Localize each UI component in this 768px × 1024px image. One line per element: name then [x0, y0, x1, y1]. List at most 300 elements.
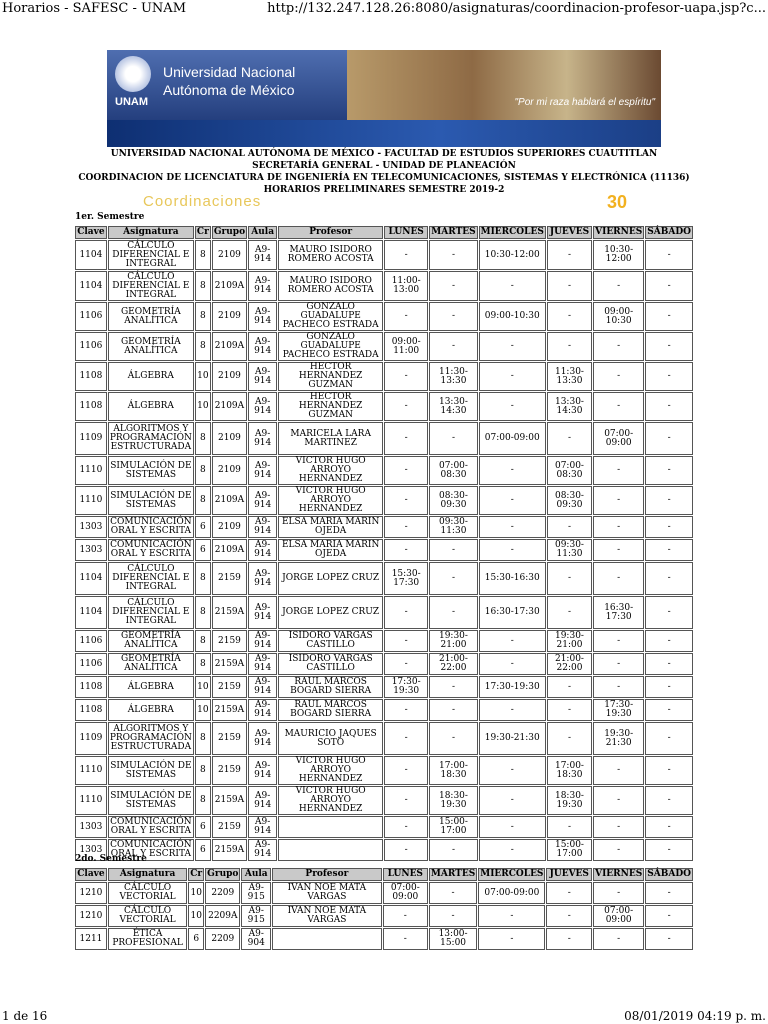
- cell-viernes: -: [593, 539, 644, 561]
- column-header-sabado: SÁBADO: [645, 226, 693, 239]
- cell-miercoles: 07:00-09:00: [479, 422, 546, 455]
- cell-profesor: RAUL MARCOS BOGARD SIERRA: [278, 699, 383, 721]
- column-header-lunes: LUNES: [384, 226, 428, 239]
- cell-lunes: -: [384, 839, 428, 861]
- cell-miercoles: -: [478, 928, 545, 950]
- cell-grupo: 2109A: [212, 392, 247, 421]
- cell-clave: 1110: [75, 786, 107, 815]
- cell-asignatura: GEOMETRÍA ANALÍTICA: [108, 630, 194, 652]
- banner-photo: [347, 50, 661, 120]
- cell-sabado: -: [645, 486, 693, 515]
- cell-aula: A9-914: [248, 302, 277, 331]
- cell-miercoles: -: [479, 653, 546, 675]
- anniversary-logo-icon: 30: [606, 192, 627, 212]
- cell-jueves: 18:30-19:30: [547, 786, 592, 815]
- cell-sabado: -: [645, 928, 693, 950]
- cell-aula: A9-914: [248, 562, 277, 595]
- cell-asignatura: COMUNICACIÓN ORAL Y ESCRITA: [108, 516, 194, 538]
- cell-clave: 1110: [75, 456, 107, 485]
- cell-lunes: 07:00-09:00: [383, 882, 428, 904]
- cell-martes: -: [429, 271, 477, 301]
- cell-martes: 13:00-15:00: [429, 928, 477, 950]
- cell-jueves: -: [547, 240, 592, 270]
- table-row: [75, 539, 693, 561]
- cell-sabado: -: [645, 302, 693, 331]
- cell-asignatura: ÁLGEBRA: [108, 362, 194, 391]
- cell-martes: 09:30-11:30: [429, 516, 477, 538]
- cell-viernes: -: [593, 562, 644, 595]
- cell-profesor: ELSA MARIA MARIN OJEDA: [278, 539, 383, 561]
- cell-grupo: 2109: [212, 456, 247, 485]
- cell-lunes: -: [383, 928, 428, 950]
- cell-clave: 1108: [75, 362, 107, 391]
- cell-miercoles: -: [479, 786, 546, 815]
- semester-label: 1er. Semestre: [75, 212, 145, 222]
- cell-grupo: 2209A: [205, 905, 240, 927]
- column-header-asignatura: Asignatura: [108, 868, 187, 881]
- cell-profesor: GONZALO GUADALUPE PACHECO ESTRADA: [278, 302, 383, 331]
- cell-clave: 1104: [75, 562, 107, 595]
- page-url[interactable]: http://132.247.128.26:8080/asignaturas/coordinacion-profesor-uapa.jsp?c...: [267, 1, 766, 16]
- cell-miercoles: -: [479, 332, 546, 361]
- cell-jueves: 11:30-13:30: [547, 362, 592, 391]
- cell-grupo: 2109: [212, 302, 247, 331]
- schedule-table: [74, 225, 694, 862]
- cell-viernes: -: [593, 756, 644, 785]
- cell-sabado: -: [645, 271, 693, 301]
- table-row: [75, 756, 693, 785]
- column-header-profesor: Profesor: [278, 226, 383, 239]
- cell-profesor: HECTOR HERNANDEZ GUZMAN: [278, 392, 383, 421]
- cell-clave: 1303: [75, 839, 107, 861]
- cell-lunes: 11:00-13:00: [384, 271, 428, 301]
- table-row: [75, 516, 693, 538]
- column-header-martes: MARTES: [430, 869, 476, 879]
- cell-profesor: ISIDORO VARGAS CASTILLO: [278, 653, 383, 675]
- cell-profesor: VICTOR HUGO ARROYO HERNANDEZ: [278, 456, 383, 485]
- table-row: [75, 816, 693, 838]
- cell-viernes: 07:00-09:00: [593, 905, 644, 927]
- table-row: [75, 240, 693, 270]
- table-row: [75, 839, 693, 861]
- column-header-aula: Aula: [241, 868, 271, 881]
- cell-cr: 8: [195, 302, 211, 331]
- cell-lunes: -: [384, 786, 428, 815]
- cell-profesor: RAUL MARCOS BOGARD SIERRA: [278, 676, 383, 698]
- table-row: [75, 422, 693, 455]
- column-header-lunes: LUNES: [383, 868, 428, 881]
- cell-clave: 1303: [75, 516, 107, 538]
- cell-jueves: -: [547, 722, 592, 755]
- cell-sabado: -: [645, 756, 693, 785]
- cell-profesor: [272, 928, 382, 950]
- cell-miercoles: -: [479, 816, 546, 838]
- column-header-sabado: SÁBADO: [645, 868, 693, 881]
- heading-line1: UNIVERSIDAD NACIONAL AUTÓNOMA DE MÉXICO - FACULTAD DE ESTUDIOS SUPERIORES CUAUTITLAN: [110, 149, 658, 159]
- cell-miercoles: -: [479, 699, 546, 721]
- cell-martes: -: [429, 839, 477, 861]
- cell-viernes: -: [593, 362, 644, 391]
- cell-asignatura: ÁLGEBRA: [108, 392, 194, 421]
- cell-aula: A9-914: [248, 699, 277, 721]
- cell-asignatura: SIMULACIÓN DE SISTEMAS: [108, 786, 194, 815]
- cell-martes: -: [429, 332, 477, 361]
- cell-cr: 6: [195, 839, 211, 861]
- column-header-cr: Cr: [196, 227, 209, 237]
- cell-sabado: -: [645, 786, 693, 815]
- cell-cr: 8: [195, 630, 211, 652]
- column-header-grupo: Grupo: [207, 869, 239, 879]
- cell-martes: -: [429, 539, 477, 561]
- cell-asignatura: GEOMETRÍA ANALÍTICA: [108, 302, 194, 331]
- cell-martes: -: [429, 302, 477, 331]
- cell-grupo: 2159: [212, 722, 247, 755]
- print-datetime: 08/01/2019 04:19 p. m.: [624, 1009, 766, 1023]
- cell-jueves: -: [547, 596, 592, 629]
- cell-viernes: -: [593, 332, 644, 361]
- heading-line4: HORARIOS PRELIMINARES SEMESTRE 2019-2: [263, 185, 505, 195]
- cell-grupo: 2109A: [212, 539, 247, 561]
- cell-viernes: -: [593, 630, 644, 652]
- cell-jueves: -: [547, 676, 592, 698]
- cell-jueves: -: [547, 422, 592, 455]
- cell-martes: -: [429, 562, 477, 595]
- cell-clave: 1303: [75, 816, 107, 838]
- cell-aula: A9-914: [248, 676, 277, 698]
- cell-asignatura: ÉTICA PROFESIONAL: [108, 928, 187, 950]
- table-row: [75, 699, 693, 721]
- cell-asignatura: COMUNICACIÓN ORAL Y ESCRITA: [108, 839, 194, 861]
- cell-grupo: 2159: [212, 756, 247, 785]
- cell-profesor: IVAN NOE MATA VARGAS: [272, 882, 382, 904]
- cell-cr: 10: [195, 362, 211, 391]
- cell-sabado: -: [645, 332, 693, 361]
- cell-miercoles: -: [479, 756, 546, 785]
- cell-cr: 10: [195, 392, 211, 421]
- cell-sabado: -: [645, 596, 693, 629]
- cell-aula: A9-914: [248, 596, 277, 629]
- cell-lunes: -: [384, 630, 428, 652]
- cell-sabado: -: [645, 905, 693, 927]
- cell-martes: -: [429, 240, 477, 270]
- cell-clave: 1104: [75, 596, 107, 629]
- column-header-viernes: VIERNES: [595, 227, 643, 237]
- heading-line3: COORDINACION DE LICENCIATURA DE INGENIERÍA EN TELECOMUNICACIONES, SISTEMAS Y ELECTRÓNICA (11136): [78, 173, 690, 183]
- cell-miercoles: -: [479, 271, 546, 301]
- cell-asignatura: SIMULACIÓN DE SISTEMAS: [108, 456, 194, 485]
- cell-profesor: IVAN NOE MATA VARGAS: [272, 905, 382, 927]
- cell-profesor: JORGE LOPEZ CRUZ: [278, 562, 383, 595]
- cell-miercoles: 17:30-19:30: [479, 676, 546, 698]
- cell-grupo: 2159: [212, 562, 247, 595]
- cell-viernes: -: [593, 928, 644, 950]
- cell-cr: 8: [195, 456, 211, 485]
- cell-aula: A9-914: [248, 539, 277, 561]
- cell-cr: 8: [195, 722, 211, 755]
- page-count: 1 de 16: [2, 1009, 48, 1023]
- cell-asignatura: COMUNICACIÓN ORAL Y ESCRITA: [108, 816, 194, 838]
- cell-sabado: -: [645, 456, 693, 485]
- cell-martes: -: [429, 596, 477, 629]
- table-row: [75, 302, 693, 331]
- column-header-profesor: Profesor: [272, 868, 382, 881]
- cell-grupo: 2109: [212, 240, 247, 270]
- table-row: [75, 882, 693, 904]
- cell-grupo: 2159A: [212, 596, 247, 629]
- page-title: Horarios - SAFESC - UNAM: [2, 1, 186, 16]
- cell-sabado: -: [645, 539, 693, 561]
- cell-viernes: 10:30-12:00: [593, 240, 644, 270]
- cell-jueves: 09:30-11:30: [547, 539, 592, 561]
- cell-clave: 1108: [75, 392, 107, 421]
- cell-cr: 8: [195, 596, 211, 629]
- cell-martes: -: [429, 676, 477, 698]
- cell-lunes: -: [384, 516, 428, 538]
- cell-profesor: [278, 839, 383, 861]
- cell-grupo: 2159A: [212, 699, 247, 721]
- column-header-miercoles: MIERCOLES: [480, 869, 544, 879]
- cell-viernes: -: [593, 786, 644, 815]
- cell-lunes: -: [384, 596, 428, 629]
- cell-asignatura: SIMULACIÓN DE SISTEMAS: [108, 756, 194, 785]
- cell-aula: A9-914: [248, 816, 277, 838]
- cell-clave: 1106: [75, 630, 107, 652]
- cell-sabado: -: [645, 722, 693, 755]
- cell-viernes: -: [593, 882, 644, 904]
- cell-aula: A9-914: [248, 392, 277, 421]
- cell-martes: 19:30-21:00: [429, 630, 477, 652]
- column-header-grupo: Grupo: [213, 227, 246, 237]
- cell-jueves: 17:00-18:30: [547, 756, 592, 785]
- cell-lunes: -: [384, 302, 428, 331]
- cell-grupo: 2159: [212, 630, 247, 652]
- table-row: [75, 905, 693, 927]
- table-row: [75, 676, 693, 698]
- cell-asignatura: CÁLCULO DIFERENCIAL E INTEGRAL: [108, 240, 194, 270]
- cell-profesor: MAURO ISIDORO ROMERO ACOSTA: [278, 271, 383, 301]
- cell-martes: 18:30-19:30: [429, 786, 477, 815]
- table-row: [75, 653, 693, 675]
- browser-header: [0, 0, 768, 22]
- cell-clave: 1104: [75, 271, 107, 301]
- cell-sabado: -: [645, 816, 693, 838]
- cell-asignatura: ALGORITMOS Y PROGRAMACIÓN ESTRUCTURADA: [108, 422, 194, 455]
- cell-cr: 6: [188, 928, 204, 950]
- column-header-aula: Aula: [248, 226, 277, 239]
- cell-cr: 10: [188, 882, 204, 904]
- cell-martes: 17:00-18:30: [429, 756, 477, 785]
- cell-profesor: MARICELA LARA MARTINEZ: [278, 422, 383, 455]
- cell-aula: A9-914: [248, 456, 277, 485]
- cell-profesor: HECTOR HERNANDEZ GUZMAN: [278, 362, 383, 391]
- cell-jueves: -: [547, 562, 592, 595]
- cell-martes: -: [429, 722, 477, 755]
- cell-viernes: -: [593, 486, 644, 515]
- cell-cr: 6: [195, 539, 211, 561]
- cell-aula: A9-914: [248, 786, 277, 815]
- cell-lunes: -: [384, 240, 428, 270]
- cell-aula: A9-915: [241, 882, 271, 904]
- unam-seal-icon: [115, 56, 151, 92]
- cell-martes: 11:30-13:30: [429, 362, 477, 391]
- cell-profesor: GONZALO GUADALUPE PACHECO ESTRADA: [278, 332, 383, 361]
- cell-aula: A9-914: [248, 486, 277, 515]
- semester-label: 2do. Semestre: [75, 854, 147, 864]
- cell-miercoles: 16:30-17:30: [479, 596, 546, 629]
- table-row: [75, 786, 693, 815]
- cell-martes: 08:30-09:30: [429, 486, 477, 515]
- cell-cr: 10: [195, 676, 211, 698]
- cell-aula: A9-914: [248, 630, 277, 652]
- cell-miercoles: -: [479, 539, 546, 561]
- cell-profesor: MAURICIO JAQUES SOTO: [278, 722, 383, 755]
- cell-sabado: -: [645, 653, 693, 675]
- table-row: [75, 596, 693, 629]
- cell-viernes: -: [593, 456, 644, 485]
- cell-clave: 1106: [75, 332, 107, 361]
- cell-miercoles: 09:00-10:30: [479, 302, 546, 331]
- cell-asignatura: GEOMETRÍA ANALÍTICA: [108, 653, 194, 675]
- cell-jueves: 21:00-22:00: [547, 653, 592, 675]
- cell-aula: A9-914: [248, 756, 277, 785]
- cell-lunes: -: [384, 539, 428, 561]
- banner-logo-area: [107, 50, 347, 120]
- cell-grupo: 2159A: [212, 653, 247, 675]
- cell-cr: 6: [195, 816, 211, 838]
- cell-martes: 13:30-14:30: [429, 392, 477, 421]
- cell-miercoles: 15:30-16:30: [479, 562, 546, 595]
- cell-lunes: -: [384, 456, 428, 485]
- cell-clave: 1108: [75, 699, 107, 721]
- cell-jueves: -: [547, 699, 592, 721]
- cell-profesor: VICTOR HUGO ARROYO HERNANDEZ: [278, 786, 383, 815]
- cell-cr: 8: [195, 653, 211, 675]
- column-header-asignatura: Asignatura: [108, 226, 194, 239]
- cell-asignatura: CÁLCULO DIFERENCIAL E INTEGRAL: [108, 596, 194, 629]
- cell-jueves: -: [547, 302, 592, 331]
- cell-aula: A9-914: [248, 422, 277, 455]
- cell-viernes: 16:30-17:30: [593, 596, 644, 629]
- cell-cr: 10: [195, 699, 211, 721]
- table-row: [75, 362, 693, 391]
- column-header-miercoles: MIERCOLES: [480, 227, 544, 237]
- cell-asignatura: SIMULACIÓN DE SISTEMAS: [108, 486, 194, 515]
- cell-clave: 1109: [75, 422, 107, 455]
- cell-aula: A9-914: [248, 839, 277, 861]
- cell-asignatura: ÁLGEBRA: [108, 699, 194, 721]
- cell-viernes: -: [593, 392, 644, 421]
- cell-lunes: -: [384, 653, 428, 675]
- unam-mark: UNAM: [115, 96, 148, 108]
- cell-martes: -: [429, 882, 477, 904]
- cell-profesor: MAURO ISIDORO ROMERO ACOSTA: [278, 240, 383, 270]
- table-row: [75, 562, 693, 595]
- banner-motto: "Por mi raza hablará el espíritu": [514, 97, 655, 108]
- cell-viernes: -: [593, 271, 644, 301]
- cell-sabado: -: [645, 882, 693, 904]
- cell-cr: 8: [195, 562, 211, 595]
- heading-line2: SECRETARÍA GENERAL - UNIDAD DE PLANEACIÓN: [252, 161, 516, 171]
- table-row: [75, 271, 693, 301]
- table-row: [75, 486, 693, 515]
- cell-clave: 1303: [75, 539, 107, 561]
- cell-viernes: 09:00-10:30: [593, 302, 644, 331]
- cell-martes: -: [429, 905, 477, 927]
- cell-lunes: -: [384, 422, 428, 455]
- university-name-line1: Universidad Nacional: [163, 64, 296, 80]
- cell-cr: 8: [195, 240, 211, 270]
- cell-lunes: 09:00-11:00: [384, 332, 428, 361]
- cell-profesor: ELSA MARIA MARIN OJEDA: [278, 516, 383, 538]
- cell-clave: 1108: [75, 676, 107, 698]
- cell-miercoles: -: [478, 905, 545, 927]
- cell-asignatura: CÁLCULO VECTORIAL: [108, 882, 187, 904]
- cell-grupo: 2159: [212, 816, 247, 838]
- cell-lunes: -: [384, 699, 428, 721]
- cell-aula: A9-904: [241, 928, 271, 950]
- cell-asignatura: ALGORITMOS Y PROGRAMACIÓN ESTRUCTURADA: [108, 722, 194, 755]
- column-header-martes: MARTES: [431, 227, 476, 237]
- cell-jueves: 08:30-09:30: [547, 486, 592, 515]
- cell-jueves: -: [546, 928, 592, 950]
- cell-cr: 10: [188, 905, 204, 927]
- cell-jueves: 15:00-17:00: [547, 839, 592, 861]
- cell-aula: A9-914: [248, 653, 277, 675]
- cell-profesor: JORGE LOPEZ CRUZ: [278, 596, 383, 629]
- cell-sabado: -: [645, 392, 693, 421]
- cell-sabado: -: [645, 839, 693, 861]
- cell-cr: 8: [195, 271, 211, 301]
- cell-aula: A9-914: [248, 271, 277, 301]
- cell-cr: 8: [195, 486, 211, 515]
- cell-profesor: [278, 816, 383, 838]
- column-header-cr: Cr: [190, 869, 203, 879]
- cell-profesor: VICTOR HUGO ARROYO HERNANDEZ: [278, 486, 383, 515]
- cell-jueves: -: [547, 516, 592, 538]
- cell-sabado: -: [645, 422, 693, 455]
- cell-clave: 1211: [75, 928, 107, 950]
- column-header-jueves: JUEVES: [546, 868, 592, 881]
- cell-martes: 07:00-08:30: [429, 456, 477, 485]
- cell-clave: 1106: [75, 653, 107, 675]
- cell-martes: -: [429, 422, 477, 455]
- cell-miercoles: 19:30-21:30: [479, 722, 546, 755]
- cell-miercoles: -: [479, 839, 546, 861]
- cell-lunes: -: [384, 486, 428, 515]
- cell-jueves: -: [547, 332, 592, 361]
- cell-asignatura: GEOMETRÍA ANALÍTICA: [108, 332, 194, 361]
- schedule-table: [74, 867, 694, 951]
- cell-clave: 1210: [75, 905, 107, 927]
- cell-miercoles: -: [479, 362, 546, 391]
- cell-clave: 1110: [75, 756, 107, 785]
- cell-aula: A9-914: [248, 332, 277, 361]
- table-row: [75, 456, 693, 485]
- university-name-line2: Autónoma de México: [163, 82, 295, 98]
- cell-profesor: VICTOR HUGO ARROYO HERNANDEZ: [278, 756, 383, 785]
- cell-cr: 8: [195, 332, 211, 361]
- table-row: [75, 392, 693, 421]
- cell-martes: -: [429, 699, 477, 721]
- cell-lunes: -: [383, 905, 428, 927]
- cell-cr: 6: [195, 516, 211, 538]
- cell-miercoles: 10:30-12:00: [479, 240, 546, 270]
- cell-clave: 1109: [75, 722, 107, 755]
- cell-aula: A9-914: [248, 362, 277, 391]
- cell-jueves: -: [547, 816, 592, 838]
- cell-jueves: -: [546, 905, 592, 927]
- cell-aula: A9-914: [248, 240, 277, 270]
